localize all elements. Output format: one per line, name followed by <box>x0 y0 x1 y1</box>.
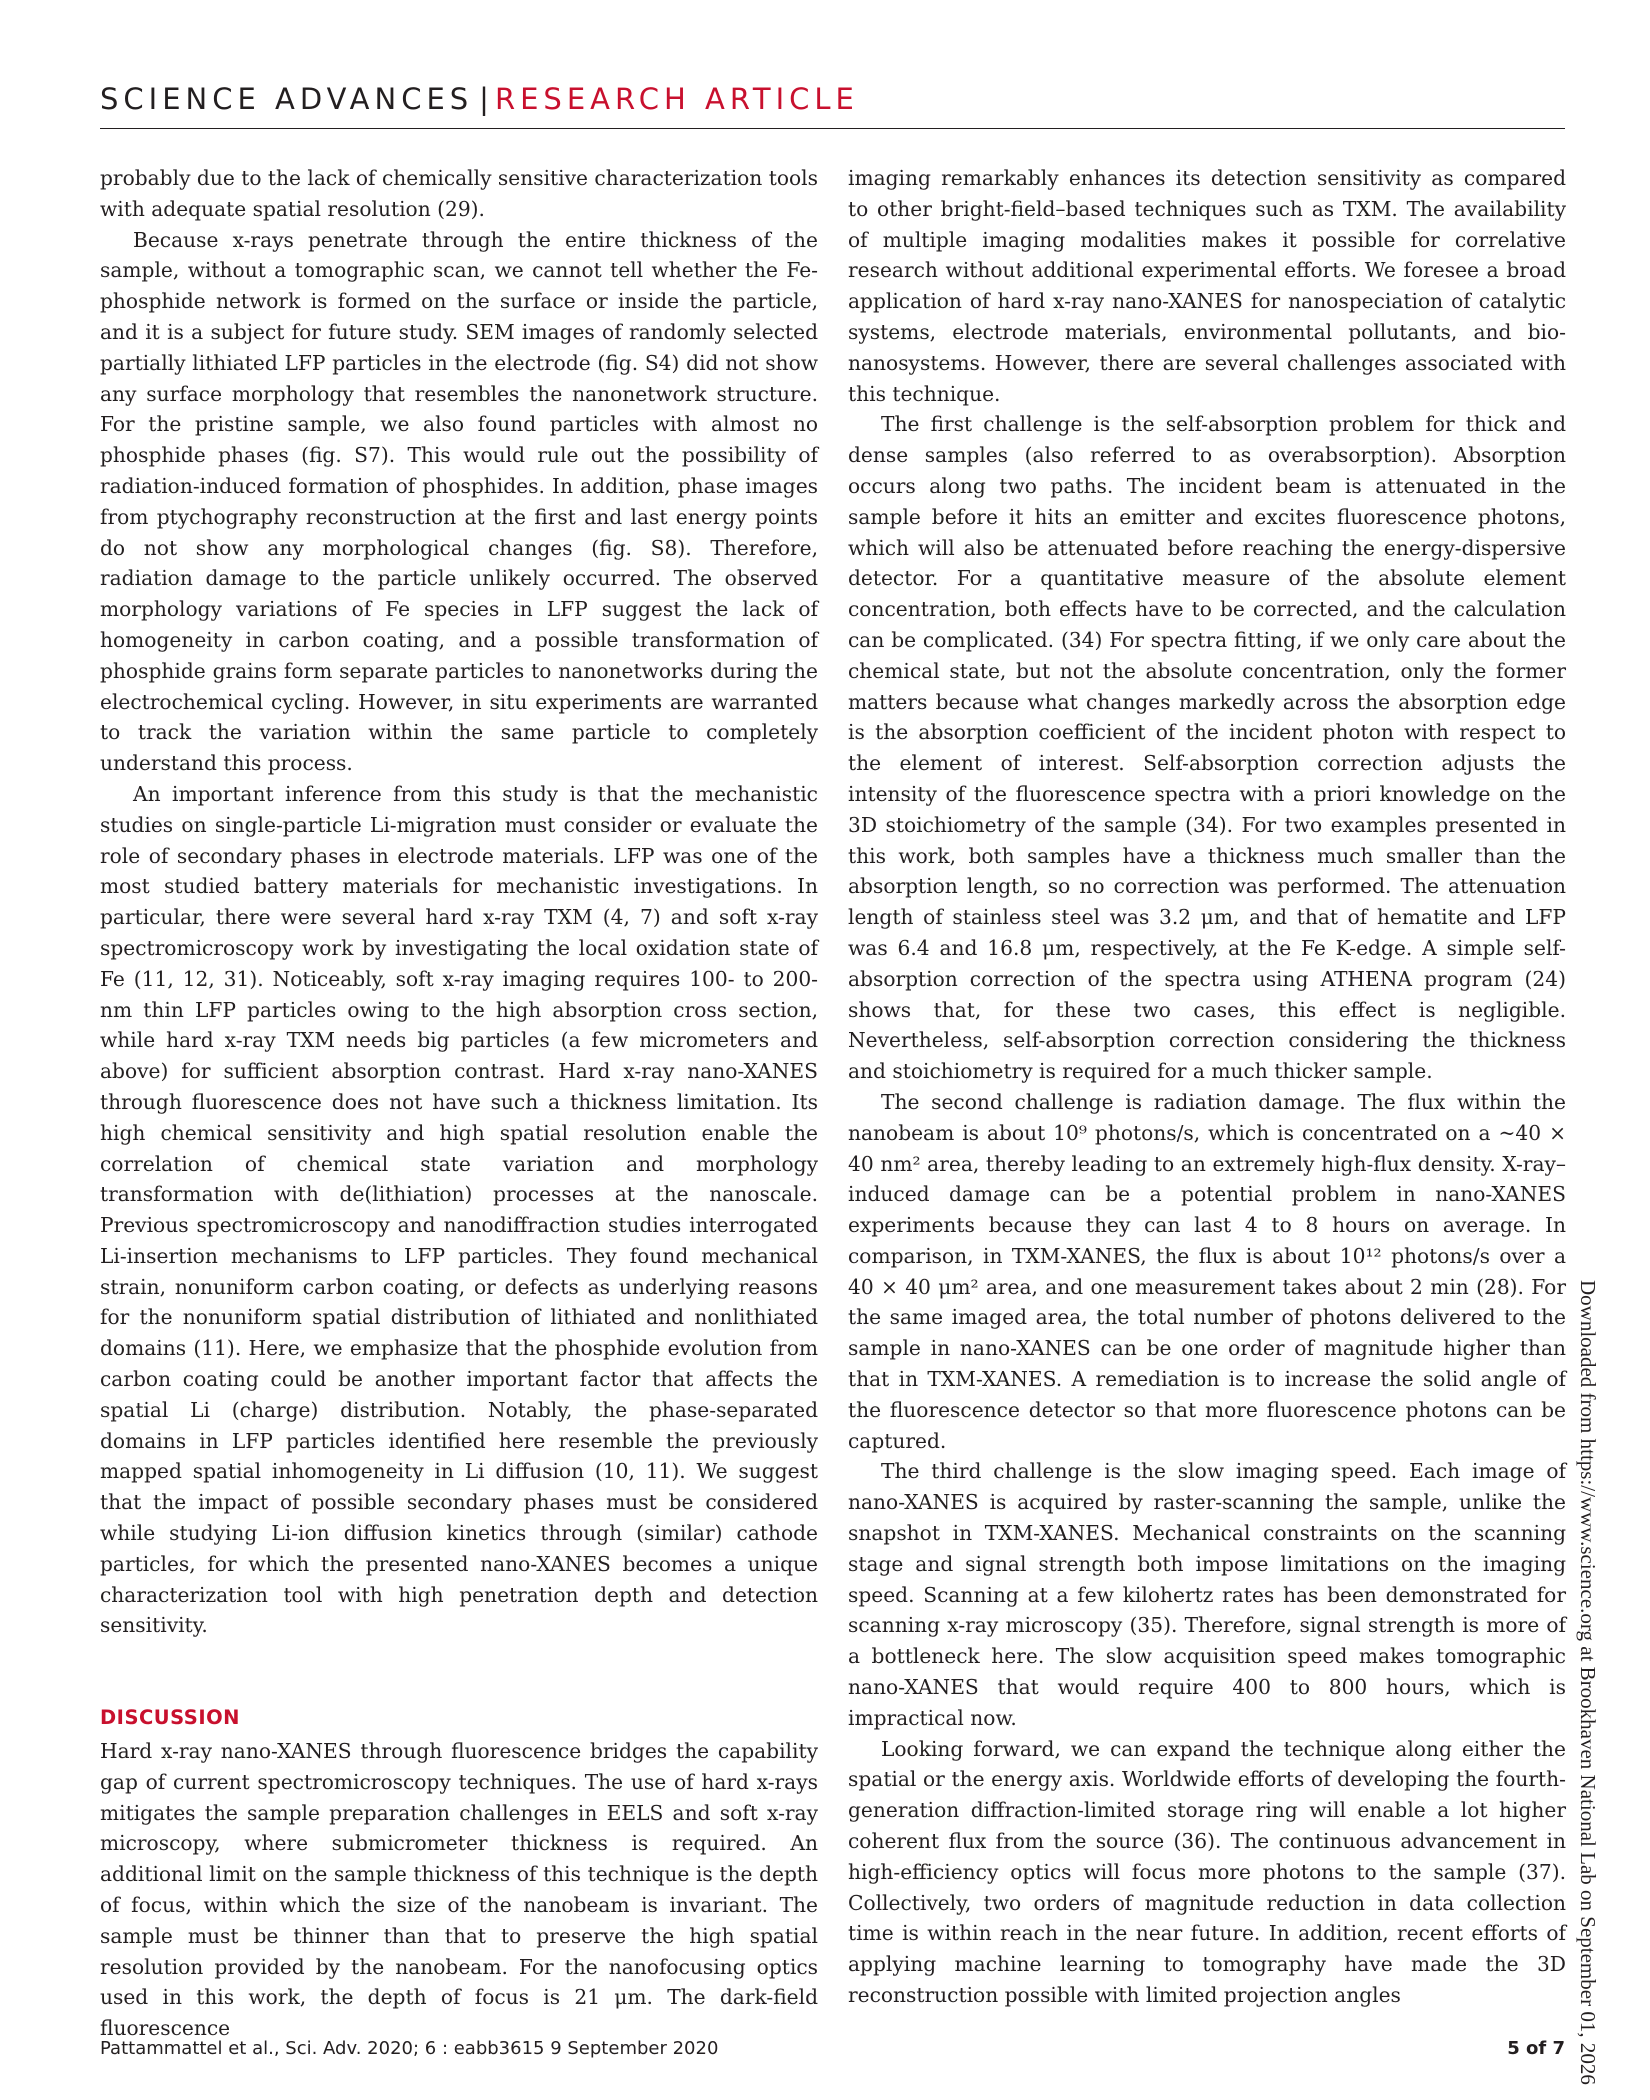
left-column <box>100 163 818 2044</box>
journal-name: SCIENCE ADVANCES <box>100 82 474 116</box>
right-column <box>848 163 1566 2011</box>
body-paragraph: imaging remarkably enhances its detection sensitivity as compared to other bright-field–based techniques such as TXM. The availability of multiple imaging modalities makes it possible for correlative research without additional experimental efforts. We foresee a broad application of hard x-ray nano-XANES for nanospeciation of catalytic systems, electrode materials, environmental pollutants, and bio-nanosystems. However, there are several challenges associated with this technique. <box>848 166 1566 406</box>
body-paragraph: probably due to the lack of chemically sensitive characterization tools with adequate spatial resolution (29). <box>100 166 818 221</box>
running-header <box>100 82 1565 129</box>
article-section: RESEARCH ARTICLE <box>494 82 859 116</box>
download-note: Downloaded from https://www.science.org at Brookhaven National Lab on September 01, 2026 <box>1576 1280 1600 2085</box>
body-paragraph: An important inference from this study is that the mechanistic studies on single-particle Li-migration must consider or evaluate the role of secondary phases in electrode materials. LFP was one of the most studied battery materials for mechanistic investigations. In particular, there were several hard x-ray TXM (4, 7) and soft x-ray spectromicroscopy work by investigating the local oxidation state of Fe (11, 12, 31). Noticeably, soft x-ray imaging requires 100- to 200-nm thin LFP particles owing to the high absorption cross section, while hard x-ray TXM needs big particles (a few micrometers and above) for sufficient absorption contrast. Hard x-ray nano-XANES through fluorescence does not have such a thickness limitation. Its high chemical sensitivity and high spatial resolution enable the correlation of chemical state variation and morphology transformation with de(lithiation) processes at the nanoscale. Previous spectromicroscopy and nanodiffraction studies interrogated Li-insertion mechanisms to LFP particles. They found mechanical strain, nonuniform carbon coating, or defects as underlying reasons for the nonuniform spatial distribution of lithiated and nonlithiated domains (11). Here, we emphasize that the phosphide evolution from carbon coating could be another important factor that affects the spatial Li (charge) distribution. Notably, the phase-separated domains in LFP particles identified here resemble the previously mapped spatial inhomogeneity in Li diffusion (10, 11). We suggest that the impact of possible secondary phases must be considered while studying Li-ion diffusion kinetics through (similar) cathode particles, for which the presented nano-XANES becomes a unique characterization tool with high penetration depth and detection sensitivity. <box>100 781 818 1638</box>
footer-citation: Pattammattel et al., Sci. Adv. 2020; 6 : eabb3615 9 September 2020 <box>100 2038 719 2059</box>
body-paragraph: Because x-rays penetrate through the entire thickness of the sample, without a tomographic scan, we cannot tell whether the Fe-phosphide network is formed on the surface or inside the particle, and it is a subject for future study. SEM images of randomly selected partially lithiated LFP particles in the electrode (fig. S4) did not show any surface morphology that resembles the nanonetwork structure. For the pristine sample, we also found particles with almost no phosphide phases (fig. S7). This would rule out the possibility of radiation-induced formation of phosphides. In addition, phase images from ptychography reconstruction at the first and last energy points do not show any morphological changes (fig. S8). Therefore, radiation damage to the particle unlikely occurred. The observed morphology variations of Fe species in LFP suggest the lack of homogeneity in carbon coating, and a possible transformation of phosphide grains form separate particles to nanonetworks during the electrochemical cycling. However, in situ experiments are warranted to track the variation within the same particle to completely understand this process. <box>100 227 818 776</box>
body-paragraph: The third challenge is the slow imaging speed. Each image of nano-XANES is acquired by raster-scanning the sample, unlike the snapshot in TXM-XANES. Mechanical constraints on the scanning stage and signal strength both impose limitations on the imaging speed. Scanning at a few kilohertz rates has been demonstrated for scanning x-ray microscopy (35). Therefore, signal strength is more of a bottleneck here. The slow acquisition speed makes tomographic nano-XANES that would require 400 to 800 hours, which is impractical now. <box>848 1459 1566 1730</box>
body-paragraph: Looking forward, we can expand the technique along either the spatial or the energy axis. Worldwide efforts of developing the fourth-generation diffraction-limited storage ring will enable a lot higher coherent flux from the source (36). The continuous advancement in high-efficiency optics will focus more photons to the sample (37). Collectively, two orders of magnitude reduction in data collection time is within reach in the near future. In addition, recent efforts of applying machine learning to tomography have made the 3D reconstruction possible with limited projection angles <box>848 1736 1566 2008</box>
header-separator: | <box>479 82 489 116</box>
body-paragraph: The first challenge is the self-absorption problem for thick and dense samples (also referred to as overabsorption). Absorption occurs along two paths. The incident beam is attenuated in the sample before it hits an emitter and excites fluorescence photons, which will also be attenuated before reaching the energy-dispersive detector. For a quantitative measure of the absolute element concentration, both effects have to be corrected, and the calculation can be complicated. (34) For spectra fitting, if we only care about the chemical state, but not the absolute concentration, only the former matters because what changes markedly across the absorption edge is the absorption coefficient of the incident photon with respect to the element of interest. Self-absorption correction adjusts the intensity of the fluorescence spectra with a priori knowledge on the 3D stoichiometry of the sample (34). For two examples presented in this work, both samples have a thickness much smaller than the absorption length, so no correction was performed. The attenuation length of stainless steel was 3.2 μm, and that of hematite and LFP was 6.4 and 16.8 μm, respectively, at the Fe K-edge. A simple self-absorption correction of the spectra using ATHENA program (24) shows that, for these two cases, this effect is negligible. Nevertheless, self-absorption correction considering the thickness and stoichiometry is required for a much thicker sample. <box>848 412 1566 1084</box>
page-number: 5 of 7 <box>1507 2038 1565 2059</box>
body-paragraph: Hard x-ray nano-XANES through fluorescence bridges the capability gap of current spectromicroscopy techniques. The use of hard x-rays mitigates the sample preparation challenges in EELS and soft x-ray microscopy, where submicrometer thickness is required. An additional limit on the sample thickness of this technique is the depth of focus, within which the size of the nanobeam is invariant. The sample must be thinner than that to preserve the high spatial resolution provided by the nanobeam. For the nanofocusing optics used in this work, the depth of focus is 21 μm. The dark-field fluorescence <box>100 1739 818 2041</box>
journal-banner <box>100 82 859 116</box>
body-paragraph: The second challenge is radiation damage. The flux within the nanobeam is about 10⁹ photons/s, which is concentrated on a ~40 × 40 nm² area, thereby leading to an extremely high-flux density. X-ray–induced damage can be a potential problem in nano-XANES experiments because they can last 4 to 8 hours on average. In comparison, in TXM-XANES, the flux is about 10¹² photons/s over a 40 × 40 μm² area, and one measurement takes about 2 min (28). For the same imaged area, the total number of photons delivered to the sample in nano-XANES can be one order of magnitude higher than that in TXM-XANES. A remediation is to increase the solid angle of the fluorescence detector so that more fluorescence photons can be captured. <box>848 1089 1566 1453</box>
section-heading-discussion: DISCUSSION <box>100 1706 240 1730</box>
